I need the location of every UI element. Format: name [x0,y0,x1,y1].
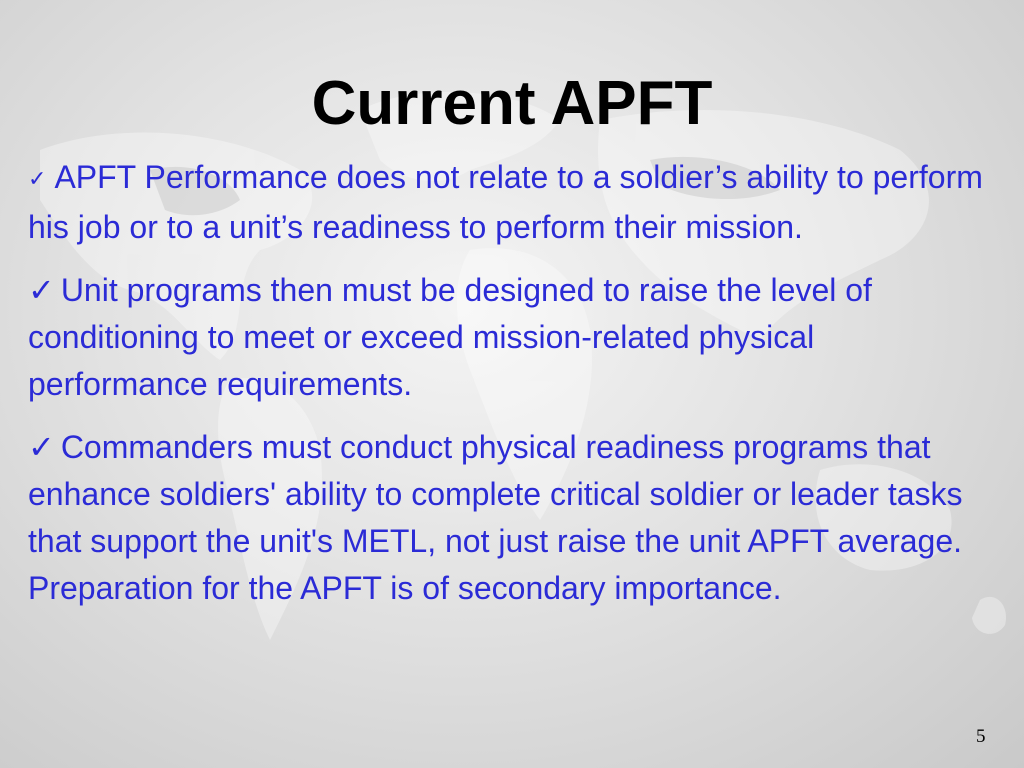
page-number: 5 [976,726,986,747]
check-icon: ✓ [28,272,55,308]
bullet-item [28,424,998,612]
check-icon: ✓ [28,429,55,465]
bullet-text: APFT Performance does not relate to a soldier’s ability to perform his job or to a unit’s readiness to perform their mission. [28,159,983,245]
bullet-item [28,154,998,251]
bullet-item [28,267,998,408]
bullet-text: Commanders must conduct physical readiness programs that enhance soldiers' ability to complete critical soldier or leader tasks that support the unit's METL, not just raise the unit APFT average. Preparation for the APFT is of secondary importance. [28,429,963,606]
check-icon: ✓ [28,166,47,191]
bullet-text: Unit programs then must be designed to raise the level of conditioning to meet or exceed mission-related physical performance requirements. [28,272,872,402]
slide-title: Current APFT [311,69,713,138]
bullet-list [28,154,998,628]
